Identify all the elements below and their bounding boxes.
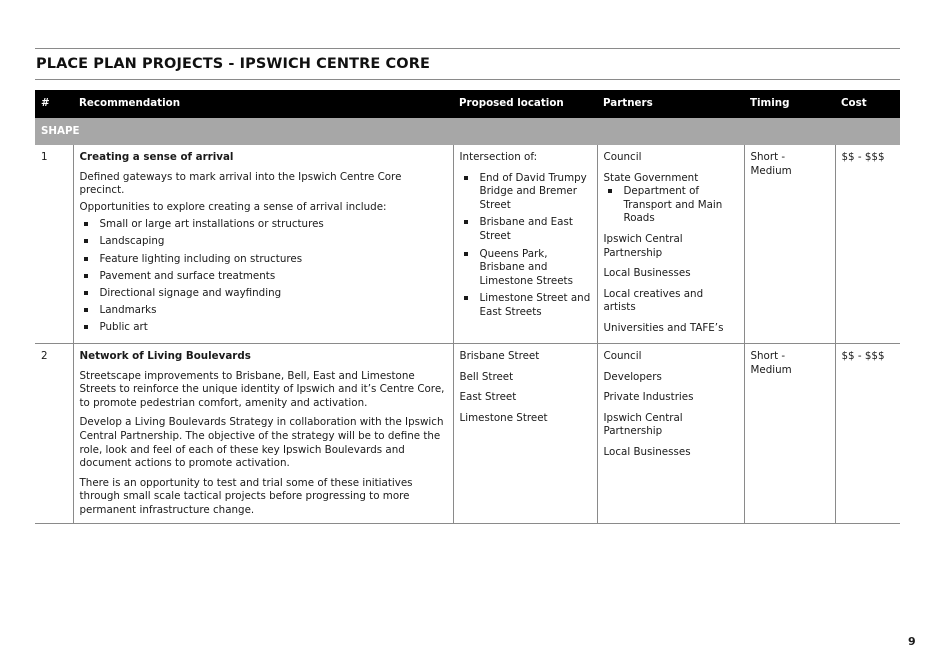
list-item: Limestone Street and East Streets [460, 292, 591, 319]
list-item: Brisbane and East Street [460, 216, 591, 243]
partner-item: Local Businesses [603, 446, 691, 458]
location-item: Bell Street [459, 370, 514, 383]
row-number: 2 [35, 344, 73, 524]
page-title: PLACE PLAN PROJECTS - IPSWICH CENTRE CORE [36, 56, 430, 72]
timing-cell: Short - Medium [744, 145, 835, 344]
row-number: 1 [35, 145, 73, 344]
recommendation-title: Network of Living Boulevards [79, 350, 251, 363]
list-item: Landmarks [80, 304, 447, 318]
list-item: Queens Park, Brisbane and Limestone Streets [460, 248, 591, 289]
location-intro: Intersection of: [459, 151, 538, 163]
partner-item: State Government [603, 171, 699, 184]
cost-cell: $$ - $$$ [841, 151, 885, 163]
recommendation-text: Develop a Living Boulevards Strategy in collaboration with the Ipswich Central Partnership. The objective of the strategy will be to define the role, look and feel of each of these key Ipswich Boulevards and document actions to promote activation. [79, 416, 444, 470]
partner-item: Local creatives and artists [603, 287, 704, 314]
partner-item: Ipswich Central Partnership [603, 411, 683, 438]
list-item: Directional signage and wayfinding [80, 287, 447, 301]
location-cell [453, 145, 597, 344]
partner-sublist [604, 185, 738, 226]
list-item: End of David Trumpy Bridge and Bremer Street [460, 172, 591, 213]
location-item: East Street [459, 391, 517, 404]
partner-item: Developers [603, 370, 662, 383]
header-timing: Timing [744, 90, 835, 118]
header-cost: Cost [835, 90, 900, 118]
top-divider [35, 48, 900, 49]
header-recommendation: Recommendation [73, 90, 453, 118]
section-row [35, 118, 900, 145]
recommendation-cell [73, 344, 453, 524]
partner-item: Local Businesses [603, 267, 691, 280]
table-row [35, 344, 900, 524]
recommendation-text: Opportunities to explore creating a sense of arrival include: [79, 200, 387, 213]
header-number: # [35, 90, 73, 118]
location-list [460, 172, 591, 320]
cost-cell: $$ - $$$ [841, 350, 885, 363]
projects-table [35, 90, 900, 524]
list-item: Feature lighting including on structures [80, 253, 447, 267]
recommendation-text: Defined gateways to mark arrival into the Ipswich Centre Core precinct. [79, 170, 402, 197]
timing-cell: Short - Medium [744, 344, 835, 524]
list-item: Public art [80, 321, 447, 335]
partners-cell [597, 145, 744, 344]
recommendation-title: Creating a sense of arrival [79, 151, 234, 163]
location-item: Brisbane Street [459, 350, 540, 363]
location-item: Limestone Street [459, 411, 548, 424]
header-partners: Partners [597, 90, 744, 118]
opportunity-list [80, 218, 447, 334]
list-item: Landscaping [80, 235, 447, 249]
partner-item: Ipswich Central Partnership [603, 232, 683, 259]
title-divider [35, 79, 900, 80]
partner-item: Council [603, 151, 642, 163]
location-cell [453, 344, 597, 524]
list-item: Pavement and surface treatments [80, 270, 447, 284]
partners-cell [597, 344, 744, 524]
section-label: SHAPE [35, 118, 900, 145]
table-row [35, 145, 900, 344]
partner-item: Private Industries [603, 391, 694, 404]
partner-item: Universities and TAFE’s [603, 321, 724, 334]
recommendation-text: Streetscape improvements to Brisbane, Bell, East and Limestone Streets to reinforce the unique identity of Ipswich and it’s Centre Core, to promote pedestrian comfort, amenity and activation. [79, 369, 445, 409]
table-header-row [35, 90, 900, 118]
header-proposed-location: Proposed location [453, 90, 597, 118]
partner-item: Council [603, 350, 642, 363]
list-item: Department of Transport and Main Roads [604, 185, 738, 226]
recommendation-cell [73, 145, 453, 344]
page-number: 9 [908, 635, 916, 648]
list-item: Small or large art installations or structures [80, 218, 447, 232]
recommendation-text: There is an opportunity to test and trial some of these initiatives through small scale tactical projects before progressing to more permanent infrastructure change. [79, 476, 413, 516]
